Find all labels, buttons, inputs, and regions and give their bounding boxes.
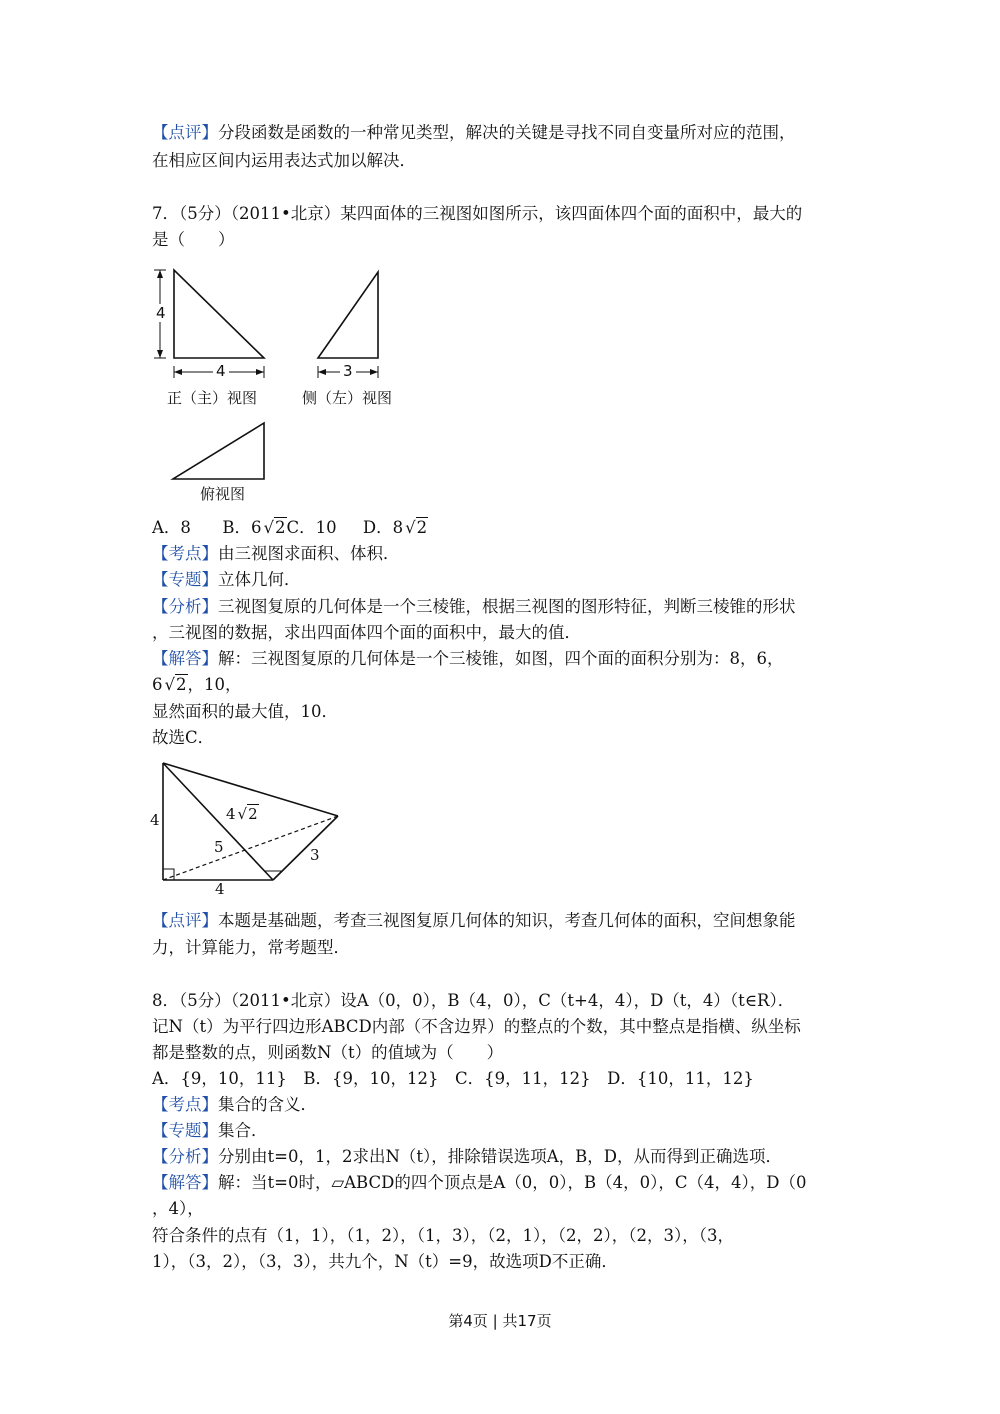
review-q6-line1 — [152, 122, 796, 144]
option-c: C．10 — [286, 518, 337, 537]
tag-jieda: 【解答】 — [152, 1173, 218, 1192]
option-a: A．8 — [152, 518, 191, 537]
q7-options — [152, 517, 428, 539]
q7-jieda-line1: 【解答】解：三视图复原的几何体是一个三棱锥，如图，四个面的面积分别为：8，6， — [152, 649, 784, 668]
edge-label-right: 3 — [310, 846, 320, 864]
review-text: 分段函数是函数的一种常见类型，解决的关键是寻找不同自变量所对应的范围， — [218, 123, 796, 142]
tag-dianping: 【点评】 — [152, 123, 218, 142]
option-b: B．6 √2 — [222, 518, 286, 537]
q7-fenxi-line2: ，三视图的数据，求出四面体四个面的面积中，最大的值． — [152, 623, 581, 642]
top-view-figure — [165, 418, 275, 488]
q8-stem-line3: 都是整数的点，则函数N（t）的值域为（ ） — [152, 1043, 504, 1062]
q7-jieda-line2: 6 √2，10， — [152, 675, 242, 694]
tetrahedron-figure — [145, 755, 355, 895]
q7-zhuanti: 【专题】立体几何． — [152, 570, 301, 589]
edge-label-diagonal: 4 √2 — [226, 805, 258, 823]
edge-label-mid: 5 — [214, 838, 224, 856]
q7-stem-line2: 是（ ） — [152, 230, 235, 249]
q7-jieda-line3: 显然面积的最大值，10． — [152, 702, 338, 721]
edge-label-left: 4 — [150, 811, 160, 829]
tag-fenxi: 【分析】 — [152, 1147, 218, 1166]
side-view-label: 侧（左）视图 — [302, 389, 393, 407]
q7-dianping-line1: 【点评】本题是基础题，考查三视图复原几何体的知识，考查几何体的面积，空间想象能 — [152, 911, 796, 930]
q8-jieda-line1: 【解答】解：当t=0时，▱ABCD的四个顶点是A（0，0），B（4，0），C（4，4），D（0 — [152, 1173, 807, 1192]
q8-jieda-line2: ，4）， — [152, 1199, 204, 1218]
tag-zhuanti: 【专题】 — [152, 570, 218, 589]
tag-fenxi: 【分析】 — [152, 597, 218, 616]
q8-zhuanti: 【专题】集合． — [152, 1121, 268, 1140]
q8-stem-line2: 记N（t）为平行四边形ABCD内部（不含边界）的整点的个数，其中整点是指横、纵坐标 — [152, 1017, 801, 1036]
q7-kaodian: 【考点】由三视图求面积、体积． — [152, 544, 400, 563]
q8-jieda-line4: 1），（3，2），（3，3），共九个，N（t）=9，故选项D不正确． — [152, 1252, 618, 1271]
front-width-dim: 4 — [213, 362, 229, 380]
q7-stem-line1: 7．（5分）（2011•北京）某四面体的三视图如图所示，该四面体四个面的面积中，最大的 — [152, 204, 803, 223]
q8-jieda-line3: 符合条件的点有（1，1），（1，2），（1，3），（2，1），（2，2），（2，3），（3， — [152, 1226, 734, 1245]
q8-kaodian: 【考点】集合的含义． — [152, 1095, 317, 1114]
front-view-label: 正（主）视图 — [167, 389, 258, 407]
q7-dianping-line2: 力，计算能力，常考题型． — [152, 938, 350, 957]
top-view-label: 俯视图 — [200, 485, 246, 503]
q8-options: A．{9，10，11} B．{9，10，12} C．{9，11，12} D．{10，11，12} — [152, 1069, 754, 1088]
q7-fenxi-line1: 【分析】三视图复原的几何体是一个三棱锥，根据三视图的图形特征，判断三棱锥的形状 — [152, 597, 796, 616]
option-d: D．8 √2 — [362, 518, 428, 537]
front-height-dim: 4 — [156, 304, 166, 322]
review-q6-line2: 在相应区间内运用表达式加以解决． — [152, 151, 416, 170]
q8-stem-line1: 8．（5分）（2011•北京）设A（0，0），B（4，0），C（t+4，4），D（t，4）（t∈R）． — [152, 991, 795, 1010]
tag-kaodian: 【考点】 — [152, 1095, 218, 1114]
tag-kaodian: 【考点】 — [152, 544, 218, 563]
tag-dianping: 【点评】 — [152, 911, 218, 930]
side-width-dim: 3 — [340, 362, 356, 380]
tag-zhuanti: 【专题】 — [152, 1121, 218, 1140]
edge-label-bottom: 4 — [215, 880, 225, 898]
page-footer: 第4页 | 共17页 — [448, 1312, 552, 1330]
tag-jieda: 【解答】 — [152, 649, 218, 668]
q8-fenxi: 【分析】分别由t=0，1，2求出N（t），排除错误选项A，B，D，从而得到正确选项． — [152, 1147, 783, 1166]
q7-jieda-line4: 故选C． — [152, 728, 215, 747]
